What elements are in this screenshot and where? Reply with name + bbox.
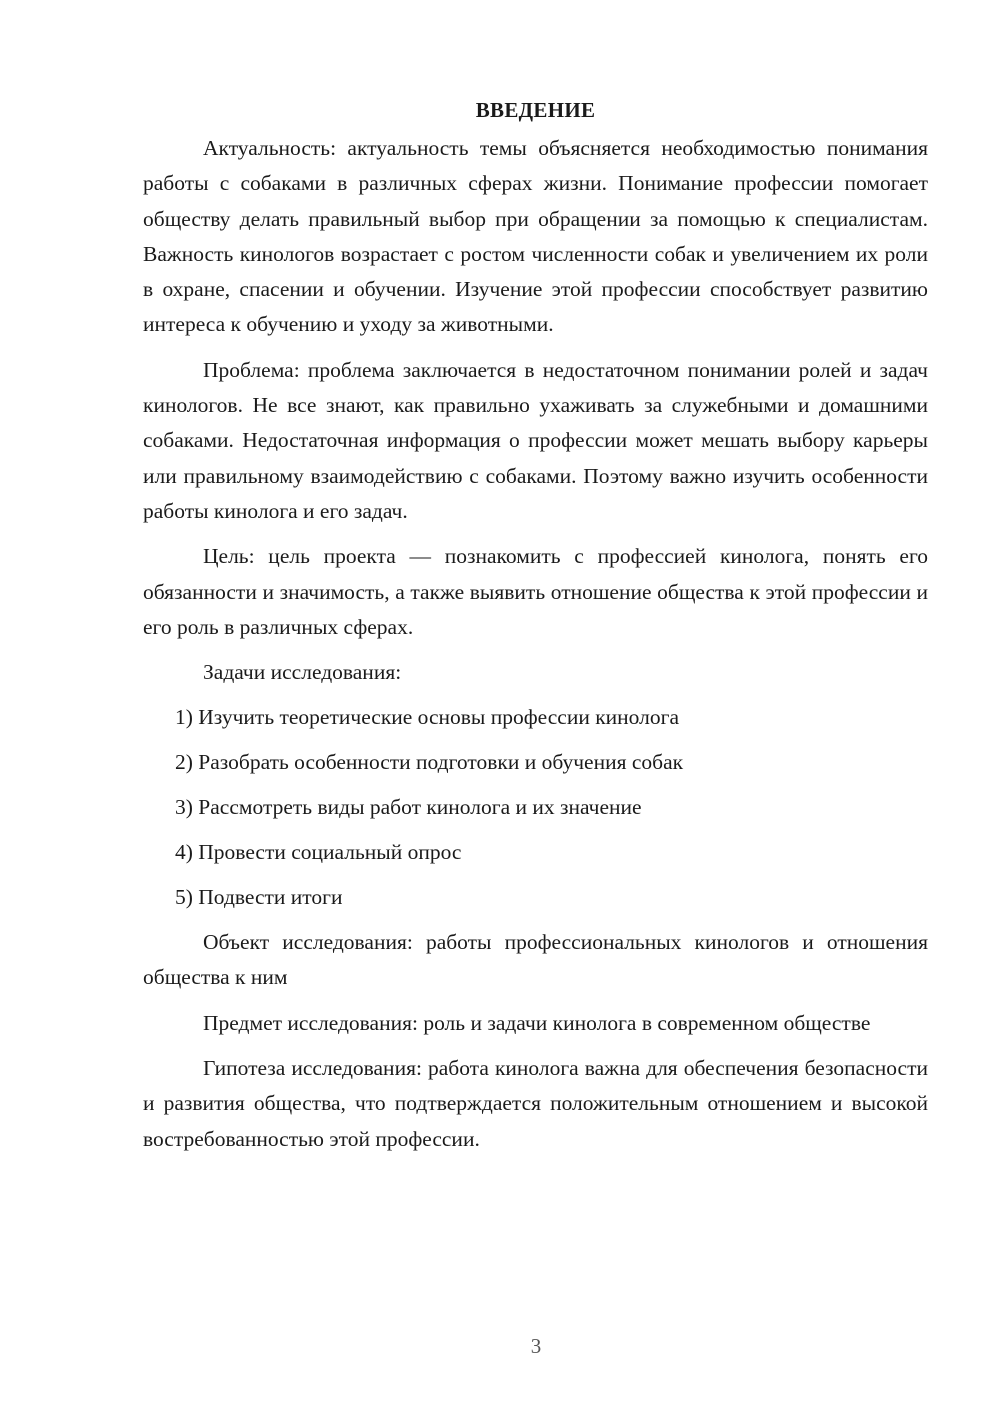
goal-paragraph: Цель: цель проекта — познакомить с профессией кинолога, понять его обязанности и значимость, а также выявить отношение общества к этой профессии и его роль в различных сферах. xyxy=(143,544,928,639)
task-item: 2) Разобрать особенности подготовки и обучения собак xyxy=(175,750,684,775)
task-item: 5) Подвести итоги xyxy=(175,885,343,910)
subject-paragraph: Предмет исследования: роль и задачи кинолога в современном обществе xyxy=(203,1010,871,1035)
hypothesis-paragraph: Гипотеза исследования: работа кинолога важна для обеспечения безопасности и развития общества, что подтверждается положительным отношением и высокой востребованностью этой профессии. xyxy=(143,1056,928,1151)
task-item: 1) Изучить теоретические основы профессии кинолога xyxy=(175,705,679,730)
task-item: 3) Рассмотреть виды работ кинолога и их значение xyxy=(175,795,642,820)
tasks-list xyxy=(143,700,928,915)
page-number: 3 xyxy=(530,1334,542,1358)
object-paragraph: Объект исследования: работы профессиональных кинологов и отношения общества к ним xyxy=(143,930,928,990)
document-page xyxy=(143,92,928,1167)
problem-paragraph: Проблема: проблема заключается в недостаточном понимании ролей и задач кинологов. Не все знают, как правильно ухаживать за служебными и домашними собаками. Недостаточная информация о профессии может мешать выбору карьеры или правильному взаимодействию с собаками. Поэтому важно изучить особенности работы кинолога и его задач. xyxy=(143,357,928,523)
tasks-heading: Задачи исследования: xyxy=(203,660,402,685)
section-title: ВВЕДЕНИЕ xyxy=(475,98,596,122)
task-item: 4) Провести социальный опрос xyxy=(175,840,462,865)
relevance-paragraph: Актуальность: актуальность темы объясняется необходимостью понимания работы с собаками в различных сферах жизни. Понимание профессии помогает обществу делать правильный выбор при обращении за помощью к специалистам. Важность кинологов возрастает с ростом численности собак и увеличением их роли в охране, спасении и обучении. Изучение этой профессии способствует развитию интереса к обучению и уходу за животными. xyxy=(143,136,928,337)
